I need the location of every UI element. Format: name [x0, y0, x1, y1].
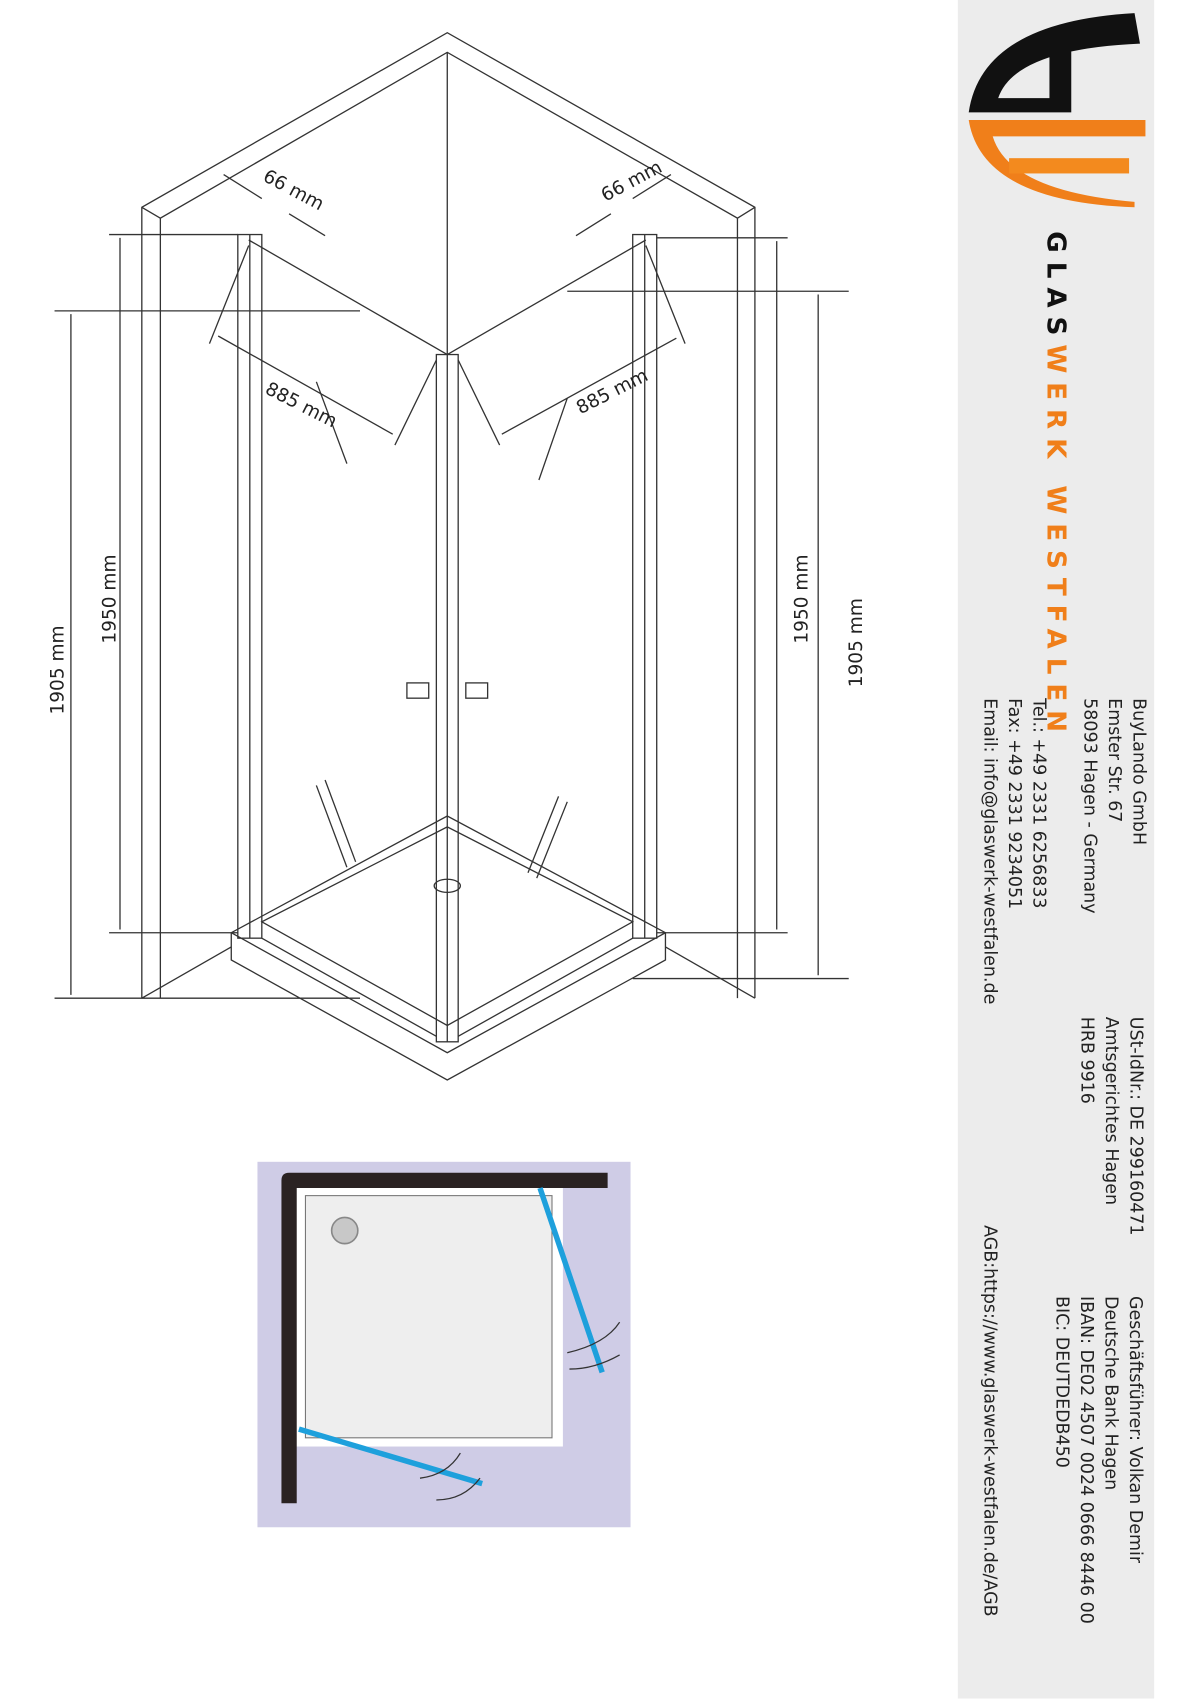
dimension-lines: [55, 175, 849, 999]
dimension-labels: [47, 157, 867, 715]
handle-left-icon: [407, 683, 429, 698]
drain-icon: [332, 1217, 358, 1243]
dim-width-left: 885 mm: [261, 378, 341, 433]
dim-profile-left: 66 mm: [259, 165, 328, 216]
floor-plan: [257, 1162, 630, 1527]
dim-height-total-right: 1905 mm: [845, 598, 867, 688]
handle-right-icon: [466, 683, 488, 698]
gw-logo-icon: [0, 0, 1200, 218]
address-block: BuyLando GmbH Emster Str. 67 58093 Hagen - Germany: [1079, 698, 1150, 914]
dim-height-total-left: 1905 mm: [47, 625, 69, 715]
dim-width-right: 885 mm: [573, 365, 652, 419]
shower-tray: [231, 816, 665, 1080]
bank-block: Geschäftsführer: Volkan Demir Deutsche Bank Hagen IBAN: DE02 4507 0024 0666 8446 00 BIC: DEUTDEDB450: [1052, 1295, 1147, 1624]
dim-height-glass-left: 1950 mm: [99, 554, 121, 644]
dim-profile-right: 66 mm: [597, 156, 666, 207]
brand-name: GLASWERK WESTFALEN: [1040, 231, 1072, 742]
email-text: Email: info@glaswerk-westfalen.de: [980, 698, 1001, 1005]
agb-link[interactable]: AGB:https://www.glaswerk-westfalen.de/AGB: [980, 1225, 1001, 1617]
glass-enclosure: [238, 235, 657, 1042]
dim-height-glass-right: 1950 mm: [791, 554, 813, 644]
contact-block: Tel.: +49 2331 6256833 Fax: +49 2331 9234051 Email: info@glaswerk-westfalen.de: [977, 698, 1051, 1004]
registry-block: USt-IdNr.: DE 299160471 Amtsgerichtes Hagen HRB 9916: [1077, 1016, 1148, 1236]
